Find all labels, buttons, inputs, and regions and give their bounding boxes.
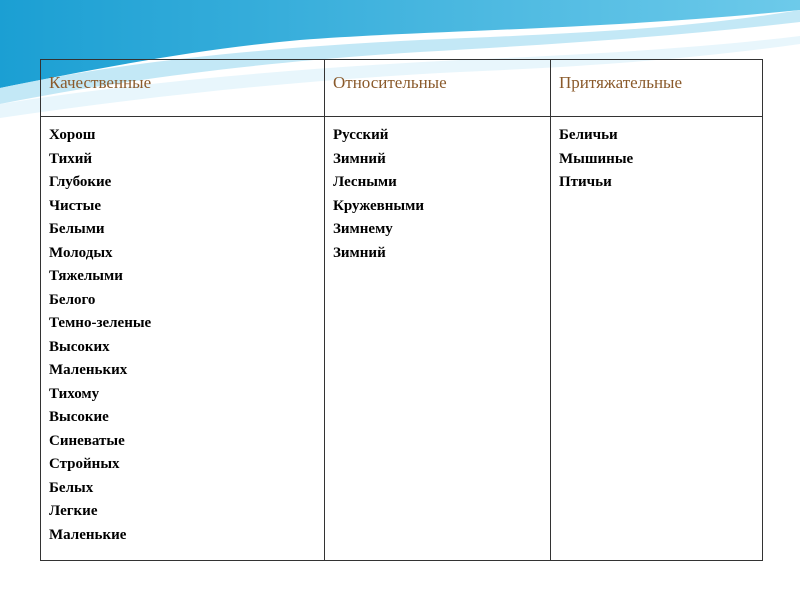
header-relative: Относительные <box>333 73 447 92</box>
list-item: Тихому <box>49 385 100 402</box>
list-item: Тяжелыми <box>49 268 123 284</box>
header-cell-relative <box>325 60 551 117</box>
list-item: Темно-зеленые <box>49 315 152 331</box>
list-item: Маленькие <box>49 526 127 543</box>
list-item: Белого <box>49 291 96 308</box>
list-item: Птичьи <box>559 174 612 190</box>
cell-qualitative <box>41 117 325 561</box>
list-item: Маленьких <box>49 362 128 378</box>
list-item: Чистые <box>49 197 102 214</box>
cell-relative <box>325 117 551 561</box>
cell-possessive <box>551 117 763 561</box>
list-item: Стройных <box>49 456 120 472</box>
list-item: Высоких <box>49 338 110 355</box>
list-item: Зимний <box>333 150 386 167</box>
list-item: Русский <box>333 127 389 143</box>
relative-word-list <box>325 117 550 265</box>
header-qualitative: Качественные <box>49 73 152 92</box>
list-item: Зимний <box>333 244 386 261</box>
header-possessive: Притяжательные <box>559 73 683 92</box>
header-row <box>41 60 763 117</box>
list-item: Мышиные <box>559 150 634 167</box>
list-item: Зимнему <box>333 221 393 237</box>
header-cell-possessive <box>551 60 763 117</box>
list-item: Молодых <box>49 244 113 261</box>
header-cell-qualitative <box>41 60 325 117</box>
possessive-word-list <box>551 117 762 195</box>
list-item: Белыми <box>49 221 105 237</box>
list-item: Глубокие <box>49 174 112 190</box>
list-item: Беличьи <box>559 127 618 143</box>
list-item: Тихий <box>49 150 93 167</box>
list-item: Легкие <box>49 503 98 519</box>
list-item: Синеватые <box>49 432 125 449</box>
list-item: Кружевными <box>333 197 424 214</box>
list-item: Хорош <box>49 127 96 143</box>
body-row <box>41 117 763 561</box>
list-item: Высокие <box>49 409 109 425</box>
adjectives-table <box>40 59 763 561</box>
qualitative-word-list <box>41 117 324 547</box>
list-item: Лесными <box>333 174 397 190</box>
list-item: Белых <box>49 479 94 496</box>
